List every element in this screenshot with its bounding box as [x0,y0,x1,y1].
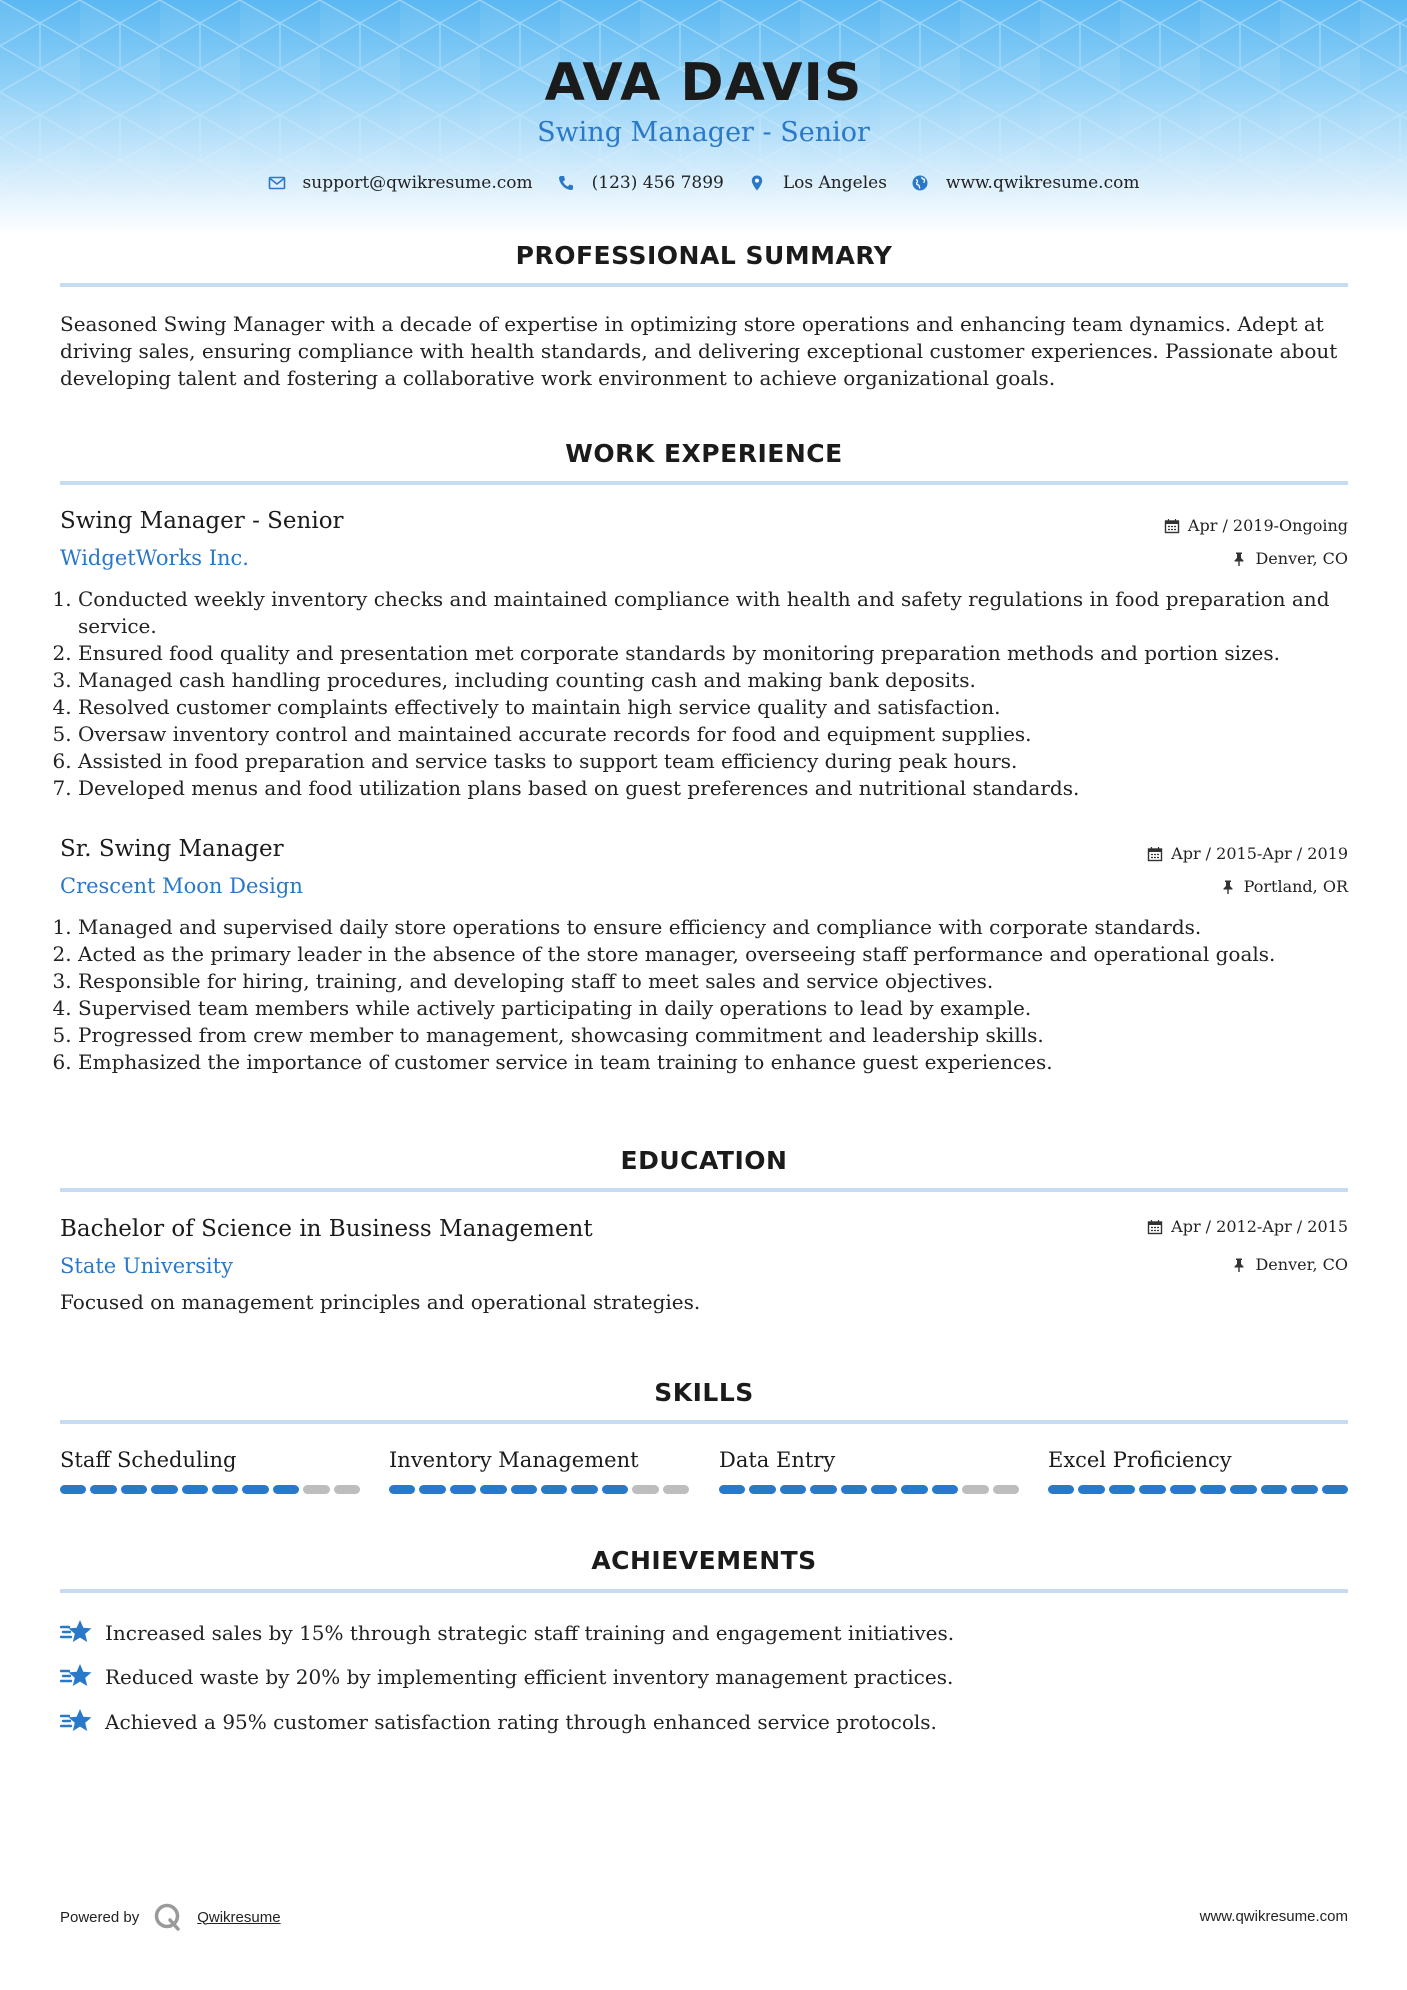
powered-by-label: Powered by [60,1908,140,1926]
list-item: 6. Emphasized the importance of customer service in team training to enhance guest experiences. [78,1049,1368,1076]
skills-heading: SKILLS [654,1378,754,1407]
skill-dot-filled [480,1485,506,1494]
skill-dot-filled [450,1485,476,1494]
pushpin-icon [1231,551,1247,567]
skill-dot-empty [663,1485,689,1494]
contact-website[interactable] [911,173,1140,193]
list-item: 5. Progressed from crew member to management, showcasing commitment and leadership skills. [78,1022,1368,1049]
footer-url[interactable]: www.qwikresume.com [1199,1908,1348,1925]
globe-icon [911,174,929,192]
list-item: 4. Supervised team members while actively participating in daily operations to lead by example. [78,995,1368,1022]
contact-location-text: Los Angeles [782,173,887,193]
skill-dot-filled [571,1485,597,1494]
skill-dot-filled [1200,1485,1226,1494]
achievements-heading: ACHIEVEMENTS [591,1546,817,1575]
pushpin-icon [1231,1257,1247,1273]
skill-name: Excel Proficiency [1048,1448,1232,1472]
achievement-item [60,1618,954,1648]
skill-rating [719,1485,1019,1494]
skill-dot-filled [780,1485,806,1494]
job-2-dates-text: Apr / 2015-Apr / 2019 [1171,844,1348,863]
summary-text: Seasoned Swing Manager with a decade of expertise in optimizing store operations and enhancing team dynamics. Adept at driving sales, ensuring compliance with health standards, and delivering exceptional customer experiences. Passionate about developing talent and fostering a collaborative work environment to achieve organizational goals. [60,312,1338,390]
skill-dot-filled [541,1485,567,1494]
skill-dot-filled [602,1485,628,1494]
list-item: 2. Acted as the primary leader in the absence of the store manager, overseeing staff performance and operational goals. [78,941,1368,968]
job-1-location [1231,551,1348,567]
skill-dot-filled [1048,1485,1074,1494]
job-1-dates [1164,518,1348,534]
skill-dot-filled [810,1485,836,1494]
job-1-company: WidgetWorks Inc. [60,546,249,570]
skill-dot-filled [1230,1485,1256,1494]
contact-bar [0,173,1407,193]
job-1-bullets [60,586,1368,802]
job-2-role: Sr. Swing Manager [60,836,284,862]
calendar-icon [1164,518,1180,534]
contact-phone[interactable] [557,173,724,193]
job-2-location [1220,879,1348,895]
skill-item [719,1450,1019,1471]
skill-dot-filled [749,1485,775,1494]
skill-item [1048,1450,1348,1471]
job-2-company: Crescent Moon Design [60,874,303,898]
skill-dot-filled [389,1485,415,1494]
skill-dot-filled [1291,1485,1317,1494]
skill-dot-empty [334,1485,360,1494]
skill-name: Data Entry [719,1448,836,1472]
list-item: 1. Managed and supervised daily store operations to ensure efficiency and compliance with corporate standards. [78,914,1368,941]
education-location-text: Denver, CO [1255,1255,1348,1274]
summary-divider [60,283,1348,287]
experience-divider [60,481,1348,485]
skill-dot-filled [511,1485,537,1494]
list-item: 4. Resolved customer complaints effectively to maintain high service quality and satisfaction. [78,694,1368,721]
list-item: 3. Responsible for hiring, training, and developing staff to meet sales and service objectives. [78,968,1368,995]
candidate-name: AVA DAVIS [544,53,863,113]
skill-dot-filled [932,1485,958,1494]
list-item: 7. Developed menus and food utilization plans based on guest preferences and nutritional standards. [78,775,1368,802]
skill-dot-filled [1170,1485,1196,1494]
skill-dot-filled [90,1485,116,1494]
summary-heading: PROFESSIONAL SUMMARY [515,241,893,270]
calendar-icon [1147,846,1163,862]
skill-dot-filled [1139,1485,1165,1494]
envelope-icon [268,174,286,192]
location-pin-icon [748,174,766,192]
skill-dot-empty [303,1485,329,1494]
job-1-location-text: Denver, CO [1255,549,1348,568]
skill-dot-filled [841,1485,867,1494]
skill-dot-empty [962,1485,988,1494]
list-item: 2. Ensured food quality and presentation met corporate standards by monitoring preparation methods and portion sizes. [78,640,1368,667]
education-dates [1147,1219,1348,1235]
achievement-item [60,1707,937,1737]
contact-phone-text: (123) 456 7899 [591,173,724,193]
skill-dot-filled [60,1485,86,1494]
contact-website-text: www.qwikresume.com [945,173,1140,193]
contact-location [748,173,887,193]
achievements-divider [60,1589,1348,1593]
skill-dot-filled [871,1485,897,1494]
skill-dot-filled [182,1485,208,1494]
skill-dot-filled [901,1485,927,1494]
experience-heading: WORK EXPERIENCE [565,439,843,468]
skill-dot-filled [1322,1485,1348,1494]
star-icon [60,1662,92,1692]
skill-dot-filled [719,1485,745,1494]
job-1-role: Swing Manager - Senior [60,508,344,534]
calendar-icon [1147,1219,1163,1235]
contact-email[interactable] [268,173,533,193]
achievement-item [60,1662,953,1692]
list-item: 6. Assisted in food preparation and service tasks to support team efficiency during peak hours. [78,748,1368,775]
skill-dot-filled [273,1485,299,1494]
qwikresume-logo-icon [153,1902,183,1932]
skill-rating [1048,1485,1348,1494]
phone-icon [557,174,575,192]
list-item: 5. Oversaw inventory control and maintained accurate records for food and equipment supplies. [78,721,1368,748]
star-icon [60,1707,92,1737]
job-1-dates-text: Apr / 2019-Ongoing [1187,516,1348,535]
skill-dot-filled [121,1485,147,1494]
skill-item [60,1450,360,1471]
achievement-text: Increased sales by 15% through strategic staff training and engagement initiatives. [105,1621,955,1645]
skill-dot-filled [151,1485,177,1494]
skill-name: Inventory Management [389,1448,639,1472]
list-item: 3. Managed cash handling procedures, including counting cash and making bank deposits. [78,667,1368,694]
education-heading: EDUCATION [620,1146,788,1175]
skill-dot-filled [1078,1485,1104,1494]
education-degree: Bachelor of Science in Business Management [60,1216,593,1242]
job-2-location-text: Portland, OR [1243,877,1348,896]
skill-name: Staff Scheduling [60,1448,237,1472]
footer-powered-by [60,1902,281,1932]
education-description: Focused on management principles and operational strategies. [60,1290,701,1314]
list-item: 1. Conducted weekly inventory checks and maintained compliance with health and safety regulations in food preparation and service. [78,586,1368,640]
achievement-text: Reduced waste by 20% by implementing efficient inventory management practices. [105,1665,954,1689]
education-divider [60,1188,1348,1192]
skill-dot-filled [212,1485,238,1494]
education-location [1231,1257,1348,1273]
pushpin-icon [1220,879,1236,895]
skill-rating [60,1485,360,1494]
skill-dot-filled [242,1485,268,1494]
education-dates-text: Apr / 2012-Apr / 2015 [1171,1217,1348,1236]
skill-dot-filled [1261,1485,1287,1494]
skill-dot-filled [419,1485,445,1494]
achievement-text: Achieved a 95% customer satisfaction rating through enhanced service protocols. [105,1710,937,1734]
education-school: State University [60,1254,233,1278]
candidate-title: Swing Manager - Senior [537,117,870,148]
skill-dot-empty [993,1485,1019,1494]
skill-item [389,1450,689,1471]
job-2-dates [1147,846,1348,862]
skill-dot-empty [632,1485,658,1494]
qwikresume-link[interactable]: Qwikresume [197,1908,281,1926]
star-icon [60,1618,92,1648]
job-2-bullets [60,914,1368,1076]
skill-rating [389,1485,689,1494]
contact-email-text: support@qwikresume.com [302,173,533,193]
skills-divider [60,1420,1348,1424]
skill-dot-filled [1109,1485,1135,1494]
